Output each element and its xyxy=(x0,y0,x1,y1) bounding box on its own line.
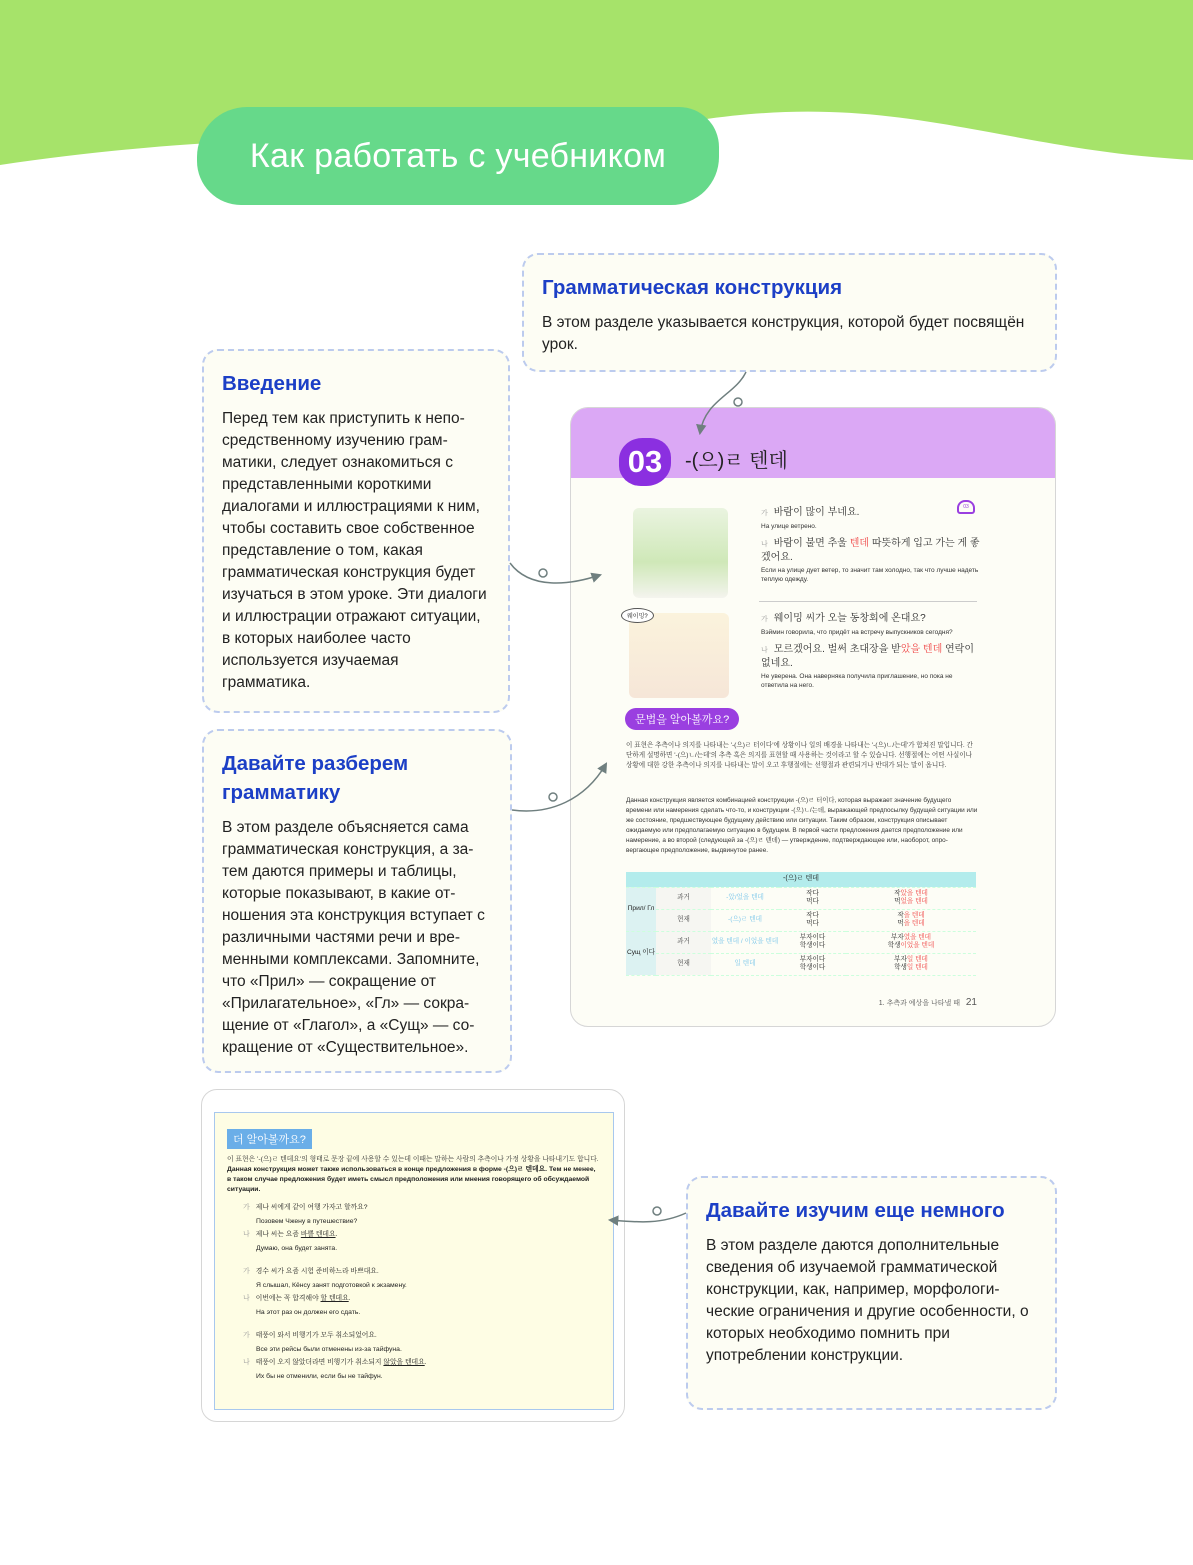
example-ru: Их бы не отменили, если бы не тайфун. xyxy=(256,1372,383,1380)
result-cell xyxy=(846,887,976,909)
tense-cell: 현재 xyxy=(656,953,711,975)
stem: 학생 xyxy=(887,942,901,949)
callout-body: В этом разделе даются дополнительные сведения об изучаемой грамматической конструкции, как, например, морфологические ограничения и другие особенности, о которых необходимо помнить при употреблении конструкции. xyxy=(706,1237,1029,1364)
dialog-1 xyxy=(761,506,981,590)
callout-title: Давайте изучим еще немного xyxy=(706,1199,1005,1222)
stem: 부자 xyxy=(890,933,904,941)
dialog-line-ru: Если на улице дует ветер, то значит там холодно, так что лучше надеть теплую одежду. xyxy=(761,567,979,583)
example-word: 먹다 xyxy=(806,920,819,927)
page-number: 21 xyxy=(965,997,977,1008)
more-info-page-preview xyxy=(201,1089,625,1422)
form-cell: -(으)ㄹ 텐데 xyxy=(711,909,779,931)
dialog-line-ru: Не уверена. Она наверняка получила приглашение, но пока не ответила на него. xyxy=(761,673,953,689)
callout-analyze xyxy=(202,729,512,1073)
example-ru: Думаю, она будет занята. xyxy=(256,1244,338,1252)
highlighted-grammar: 텐데 xyxy=(849,538,870,549)
tense-cell: 현재 xyxy=(656,909,711,931)
stem: 작 xyxy=(894,889,901,897)
speaker-marker: 나 xyxy=(243,1359,250,1366)
example-ko: 이번에는 꼭 합격해야 xyxy=(255,1295,321,1302)
callout-body: В этом разделе объясняется сама грамматическая конструкция, а затем даются примеры и таблицы, которые показывают, в какие отношения эта конструкция вступает с различными частями речи и временными комплексами. Запомните, что «Прил» — сокращение от «Прилагательное», «Гл» — сокращение от «Глагол», а «Сущ» — сокращение от «Существительное». xyxy=(222,819,485,1056)
more-section-label: 더 알아볼까요? xyxy=(227,1129,312,1149)
speaker-marker: 가 xyxy=(243,1332,250,1339)
grammar-section-label: 문법을 알아볼까요? xyxy=(625,708,739,730)
example-dialog: 가 경수 씨가 요즘 시험 준비하느라 바쁘대요. Я слышал, Кёнсу занят подготовкой к экзамену. 나 이번에는 꼭 합격해야 할 텐데요. На этот раз он должен его сдать. xyxy=(243,1265,601,1329)
stem: 작 xyxy=(897,911,904,919)
form-cell: 일 텐데 xyxy=(711,953,779,975)
dialog-line-ko: 모르겠어요. 벌써 초대장을 받 xyxy=(773,644,901,655)
callout-title: Грамматическая конструкция xyxy=(542,276,843,299)
page-title: Как работать с учебником xyxy=(249,136,667,175)
dialog-line-ko: 웨이밍 씨가 오늘 동창회에 온대요? xyxy=(773,613,926,624)
stem: 먹 xyxy=(894,898,901,905)
speaker-marker: 가 xyxy=(243,1268,250,1275)
example-ru: Я слышал, Кёнсу занят подготовкой к экзамену. xyxy=(256,1281,407,1289)
grammar-table xyxy=(626,872,976,976)
highlighted-grammar: 았을 텐데 xyxy=(900,644,943,655)
example-ko: 제나 씨는 요즘 xyxy=(255,1231,301,1238)
example-ko: 제나 씨에게 같이 여행 가자고 할까요? xyxy=(255,1204,368,1211)
stem: 학생 xyxy=(894,964,907,971)
more-info-frame xyxy=(214,1112,614,1410)
more-text-ko: 이 표현은 '-(으)ㄹ 텐데요'의 형태로 문장 끝에 사용할 수 있는데 이때는 말하는 사람의 추측이나 가정 상황을 나타내기도 합니다. xyxy=(227,1156,599,1163)
example-cell xyxy=(779,953,846,975)
example-ko: 태풍이 와서 비행기가 모두 취소되었어요. xyxy=(255,1332,377,1339)
speaker-marker: 나 xyxy=(761,647,768,654)
result-cell xyxy=(846,931,976,953)
callout-body: В этом разделе указывается конструкция, которой будет посвящён урок. xyxy=(542,314,1025,353)
divider xyxy=(759,601,977,602)
speech-bubble: 웨이밍? xyxy=(621,608,654,623)
illustration-friends-talking xyxy=(629,613,729,698)
result-cell xyxy=(846,909,976,931)
textbook-page-preview xyxy=(570,407,1056,1027)
speaker-marker: 나 xyxy=(761,541,768,548)
ending: 였을 텐데 xyxy=(903,933,932,941)
explanation-ko: 이 표현은 추측이나 의지를 나타내는 '-(으)ㄹ 터이다'에 상황이나 일의 배경을 나타내는 '-(으)ㄴ/는데'가 합쳐진 말입니다. 간단하게 설명하면 '-(으)ㄴ/는데'의 추측 혹은 의지를 표현할 때 사용하는 것이라고 할 수 있습니다. 선행절에는 어떤 사실이나 상황에 대한 강한 추측이나 의지를 나타내는 말이 오고 후행절에는 선행절과 관련되거나 반대가 되는 말이 옵니다. xyxy=(626,742,973,769)
callout-intro xyxy=(202,349,510,713)
example-ru: Все эти рейсы были отменены из-за тайфуна. xyxy=(256,1345,402,1353)
callout-title: Давайте разберем грамматику xyxy=(222,752,409,804)
example-word: 부자이다 xyxy=(799,933,826,941)
table-row xyxy=(626,953,976,975)
underlined-grammar: 바쁠 텐데요 xyxy=(300,1231,336,1238)
ending: 었을 텐데 xyxy=(900,898,928,905)
callout-grammar xyxy=(522,253,1057,372)
ending: 일 텐데 xyxy=(906,955,928,963)
illustration-windy-day xyxy=(633,508,728,598)
form-cell: 였을 텐데 / 이었을 텐데 xyxy=(711,931,779,953)
example-word: 작다 xyxy=(806,911,819,919)
underlined-grammar: 않았을 텐데요 xyxy=(383,1359,425,1366)
dialog-line-ko: 따뜻하게 입고 가는 게 좋겠어요. xyxy=(761,538,980,563)
example-ko: 태풍이 오지 않았더라면 비행기가 취소되지 xyxy=(255,1359,384,1366)
ending: 을 텐데 xyxy=(903,920,925,927)
tense-cell: 과거 xyxy=(656,931,711,953)
table-header: -(으)ㄹ 텐데 xyxy=(626,872,976,887)
chapter-title: 1. 추측과 예상을 나타낼 때 xyxy=(878,1000,961,1007)
lesson-number-badge: 03 xyxy=(619,438,671,486)
audio-track-number: 03 xyxy=(963,504,969,510)
dialog-line-ko: 연락이 없네요. xyxy=(761,644,974,669)
example-cell xyxy=(779,909,846,931)
example-word: 작다 xyxy=(806,889,819,897)
dialog-line-ru: Вэймин говорила, что придёт на встречу выпускников сегодня? xyxy=(761,629,953,636)
speaker-marker: 가 xyxy=(243,1204,250,1211)
example-ru: Позовем Чжену в путешествие? xyxy=(256,1217,358,1225)
example-cell xyxy=(779,931,846,953)
callout-body: Перед тем как приступить к непосредственному изучению грамматики, следует ознакомиться с представленными короткими диалогами и иллюстрациями к ним, чтобы составить свое собственное представление о том, какая грамматическая конструкция будет изучаться в этом уроке. Эти диалоги и иллюстрации отражают ситуации, в которых наиболее часто используется изучаемая грамматика. xyxy=(222,410,487,691)
dialog-line-ko: 바람이 많이 부네요. xyxy=(773,507,860,518)
example-word: 학생이다 xyxy=(799,964,826,971)
example-dialog: 가 제나 씨에게 같이 여행 가자고 할까요? Позовем Чжену в путешествие? 나 제나 씨는 요즘 바쁠 텐데요. Думаю, она будет занята. xyxy=(243,1201,601,1265)
result-cell xyxy=(846,953,976,975)
dialog-line-ko: 바람이 불면 추울 xyxy=(773,538,850,549)
stem: 먹 xyxy=(897,920,904,927)
example-cell xyxy=(779,887,846,909)
table-row xyxy=(626,931,976,953)
underlined-grammar: 할 텐데요 xyxy=(320,1295,349,1302)
more-text-ru: Данная конструкция может также использоваться в конце предложения в форме -(으)ㄹ 텐데요. Тем не менее, в таком случае предложения будет иметь смысл предположения или мнения говорящего об обсуждаемой ситуации. xyxy=(227,1166,596,1193)
speaker-marker: 나 xyxy=(243,1231,250,1238)
callout-title: Введение xyxy=(222,372,322,395)
callout-more xyxy=(686,1176,1057,1410)
explanation-ru: Данная конструкция является комбинацией конструкции -(으)ㄹ 터이다, которая выражает значение будущего времени или намерения сделать что-то, и конструкции -(으)ㄴ/는데, выражающей предпосылку будущей ситуации или же состояние, предшествующее будущему действию или ситуации. Таким образом, конструкция описывает ожидаемую или предполагаемую ситуацию в будущем. В первой части предложения дается предположение или намерение, а во второй (следующей за -(으)ㄹ 텐데) — утверждение, подтверждающее или, наоборот, опровергающее предположение, выдвинутое ранее. xyxy=(626,797,978,854)
example-word: 학생이다 xyxy=(799,942,826,949)
ending: 일 텐데 xyxy=(906,964,928,971)
table-row xyxy=(626,887,976,909)
speaker-marker: 가 xyxy=(761,510,768,517)
example-word: 먹다 xyxy=(806,898,819,905)
tense-cell: 과거 xyxy=(656,887,711,909)
example-ko: 경수 씨가 요즘 시험 준비하느라 바쁘대요. xyxy=(255,1268,379,1275)
ending: 이었을 텐데 xyxy=(900,942,935,949)
lesson-title: -(으)ㄹ 텐데 xyxy=(685,450,788,472)
speaker-marker: 나 xyxy=(243,1295,250,1302)
page-footer xyxy=(879,997,977,1008)
dialog-line-ru: На улице ветрено. xyxy=(761,523,817,530)
ending: 을 텐데 xyxy=(903,911,925,919)
form-cell: -았/었을 텐데 xyxy=(711,887,779,909)
stem: 부자 xyxy=(894,955,907,963)
page-title-banner xyxy=(197,107,719,205)
ending: 았을 텐데 xyxy=(900,889,928,897)
table-group-label: Сущ 이다 xyxy=(626,931,656,975)
table-group-label: Прил/ Гл xyxy=(626,887,656,931)
dialog-2 xyxy=(761,612,981,696)
speaker-marker: 가 xyxy=(761,616,768,623)
example-word: 부자이다 xyxy=(799,955,826,963)
example-ru: На этот раз он должен его сдать. xyxy=(256,1308,361,1316)
table-row xyxy=(626,909,976,931)
example-dialog: 가 태풍이 와서 비행기가 모두 취소되었어요. Все эти рейсы были отменены из-за тайфуна. 나 태풍이 오지 않았더라면 비행기가 취소되지 않았을 텐데요. Их бы не отменили, если бы не тайфун. xyxy=(243,1329,601,1383)
